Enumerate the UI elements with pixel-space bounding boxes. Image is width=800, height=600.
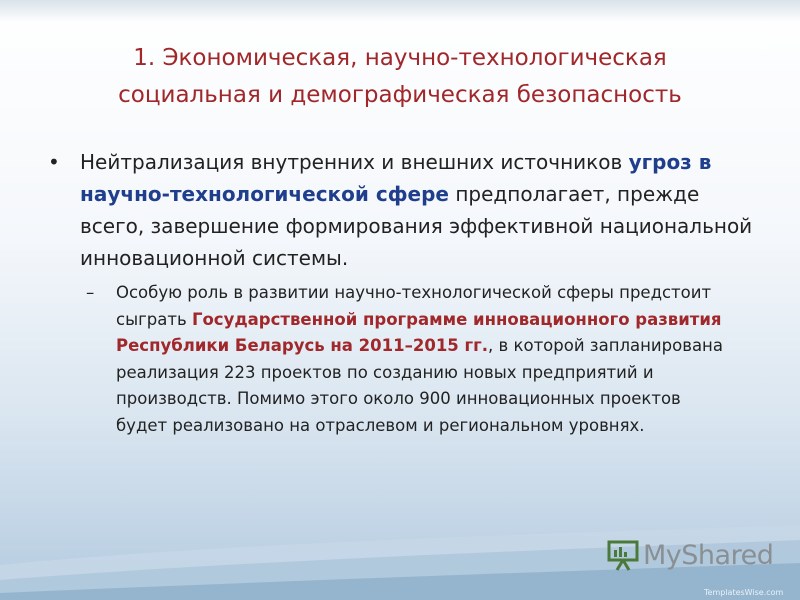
title-line-2: социальная и демографическая безопасность	[118, 82, 682, 108]
bullet-marker: •	[48, 150, 60, 174]
myshared-logo	[606, 537, 773, 573]
bullet-text-a: Нейтрализация внутренних и внешних источников	[80, 150, 629, 174]
sub-bullet-marker: –	[86, 283, 95, 302]
bullet-highlight: угроз в научно-технологической сфере	[80, 150, 712, 206]
sub-text-c: , в которой запланирована реализация 223 проектов по созданию новых предприятий и производств. Помимо этого около 900 инновационных проектов будет реализовано на отраслевом и региональном уровнях.	[116, 336, 723, 435]
slide-title	[40, 40, 760, 114]
sub-highlight: Государственной программе инновационного развития Республики Беларусь на 2011–2015 гг.	[116, 309, 722, 355]
presentation-board-icon	[606, 538, 640, 572]
main-bullet	[48, 146, 758, 274]
title-line-1: 1. Экономическая, научно-технологическая	[133, 45, 667, 71]
sub-bullet-text	[116, 280, 726, 439]
sub-bullet	[86, 280, 726, 439]
logo-text: MyShared	[643, 539, 774, 571]
bullet-text	[80, 146, 758, 274]
footer-text: TemplatesWise.com	[704, 588, 784, 597]
bullet-text-c: предполагает, прежде всего, завершение формирования эффективной национальной инновационной системы.	[80, 182, 753, 270]
sub-text-a: Особую роль в развитии научно-технологической сферы предстоит сыграть	[116, 283, 712, 329]
top-band	[0, 0, 800, 22]
